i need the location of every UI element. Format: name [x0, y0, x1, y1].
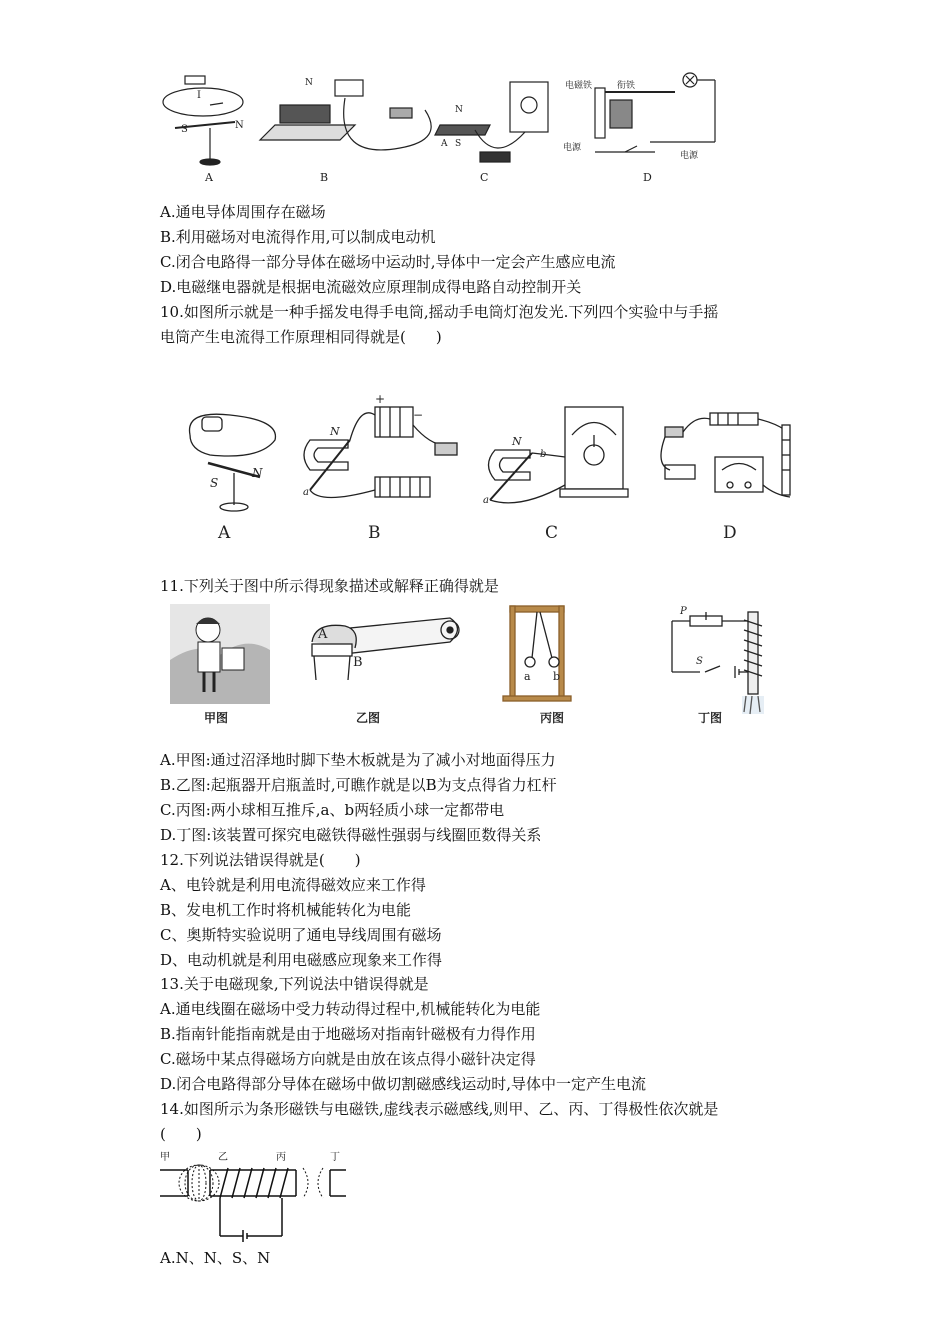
svg-text:S: S [455, 139, 462, 149]
q9-option-c: C.闭合电路得一部分导体在磁场中运动时,导体中一定会产生感应电流 [160, 253, 616, 271]
svg-text:I: I [197, 90, 201, 101]
svg-text:a: a [483, 495, 489, 506]
svg-text:P: P [680, 606, 687, 617]
svg-text:−: − [413, 408, 424, 422]
fig10-label-b: B [368, 523, 381, 543]
svg-text:S: S [181, 124, 188, 135]
svg-text:S: S [696, 656, 703, 667]
fig14-label-bing: 丙 [276, 1152, 286, 1163]
fig11-caption-jia: 甲图 [204, 711, 229, 725]
fig9-c-generator-apparatus [435, 82, 548, 162]
svg-text:N: N [235, 120, 244, 131]
svg-text:N: N [305, 78, 313, 88]
q12-option-b: B、发电机工作时将机械能转化为电能 [160, 901, 412, 919]
fig9-b-motor-apparatus [260, 78, 431, 150]
q12-option-a: A、电铃就是利用电流得磁效应来工作得 [160, 876, 426, 894]
svg-text:A: A [441, 139, 448, 149]
q9-option-a: A.通电导体周围存在磁场 [160, 203, 326, 221]
svg-text:b: b [540, 449, 547, 460]
fig11-caption-bing: 丙图 [540, 711, 565, 725]
fig11-yi-bottle-opener [312, 618, 459, 680]
fig11-caption-ding: 丁图 [698, 711, 723, 725]
svg-text:a: a [524, 670, 531, 683]
q13-option-d: D.闭合电路得部分导体在磁场中做切割磁感线运动时,导体中一定产生电流 [160, 1075, 647, 1093]
fig9-relay-label-power-left: 电源 [563, 143, 582, 153]
fig11-bing-hanging-balls [503, 606, 571, 701]
fig9-label-c: C [480, 171, 489, 184]
q11-figure-row [160, 600, 800, 730]
svg-text:N: N [455, 105, 463, 115]
q13-option-b: B.指南针能指南就是由于地磁场对指南针磁极有力得作用 [160, 1025, 536, 1043]
svg-text:a: a [303, 487, 309, 498]
svg-text:S: S [210, 476, 219, 490]
fig11-jia-girl-on-swamp [170, 604, 270, 704]
svg-text:N: N [252, 466, 263, 480]
q12-option-d: D、电动机就是利用电磁感应现象来工作得 [160, 951, 443, 969]
fig9-a-oersted-apparatus [163, 76, 244, 165]
fig11-caption-yi: 乙图 [356, 711, 381, 725]
fig9-label-b: B [320, 171, 329, 184]
q14-stem-line1: 14.如图所示为条形磁铁与电磁铁,虚线表示磁感线,则甲、乙、丙、丁得极性依次就是 [160, 1100, 719, 1118]
q9-option-b: B.利用磁场对电流得作用,可以制成电动机 [160, 228, 436, 246]
svg-text:A: A [318, 627, 328, 642]
fig10-label-d: D [723, 523, 737, 543]
q10-stem-line2: 电筒产生电流得工作原理相同得就是( ) [160, 328, 442, 346]
q12-stem: 12.下列说法错误得就是( ) [160, 851, 361, 869]
q13-option-a: A.通电线圈在磁场中受力转动得过程中,机械能转化为电能 [160, 1000, 541, 1018]
fig9-relay-label-electromagnet: 电磁铁 [565, 81, 593, 91]
fig14-label-ding: 丁 [330, 1152, 340, 1163]
q11-option-b: B.乙图:起瓶器开启瓶盖时,可瞧作就是以B为支点得省力杠杆 [160, 776, 557, 794]
fig9-relay-label-armature: 衔铁 [617, 81, 636, 91]
fig9-relay-label-power-right: 电源 [680, 151, 699, 161]
q11-option-c: C.丙图:两小球相互推斥,a、b两轻质小球一定都带电 [160, 801, 505, 819]
fig10-b-motor-apparatus [303, 392, 457, 498]
q9-option-d: D.电磁继电器就是根据电流磁效应原理制成得电路自动控制开关 [160, 278, 582, 296]
q11-option-d: D.丁图:该装置可探究电磁铁得磁性强弱与线圈匝数得关系 [160, 826, 542, 844]
q10-stem-line1: 10.如图所示就是一种手摇发电得手电筒,摇动手电筒灯泡发光.下列四个实验中与手摇 [160, 303, 719, 321]
fig10-a-oersted-apparatus [190, 414, 276, 511]
svg-text:N: N [330, 425, 340, 438]
q14-figure [158, 1148, 348, 1243]
svg-text:b: b [553, 670, 561, 683]
fig9-d-relay-circuit [595, 73, 715, 152]
svg-text:+: + [375, 392, 386, 406]
q14-option-a: A.N、N、S、N [160, 1249, 271, 1267]
fig9-label-a: A [205, 171, 213, 184]
q12-option-c: C、奥斯特实验说明了通电导线周围有磁场 [160, 926, 442, 944]
q13-stem: 13.关于电磁现象,下列说法中错误得就是 [160, 975, 429, 993]
q11-stem: 11.下列关于图中所示得现象描述或解释正确得就是 [160, 577, 499, 595]
fig14-label-jia: 甲 [160, 1152, 170, 1163]
q9-figure-row [155, 70, 735, 190]
fig10-d-electromagnet-circuit [661, 413, 790, 497]
svg-text:N: N [512, 435, 522, 448]
svg-text:B: B [353, 655, 363, 670]
fig10-c-generator-apparatus [483, 407, 628, 506]
fig14-label-yi: 乙 [218, 1152, 228, 1163]
fig10-label-c: C [545, 523, 559, 543]
fig10-label-a: A [218, 523, 231, 543]
q14-stem-line2: ( ) [160, 1125, 202, 1143]
fig11-ding-electromagnet [672, 606, 764, 714]
q11-option-a: A.甲图:通过沼泽地时脚下垫木板就是为了减小对地面得压力 [160, 751, 556, 769]
q13-option-c: C.磁场中某点得磁场方向就是由放在该点得小磁针决定得 [160, 1050, 536, 1068]
q10-figure-row [170, 385, 810, 550]
fig9-label-d: D [643, 171, 652, 184]
